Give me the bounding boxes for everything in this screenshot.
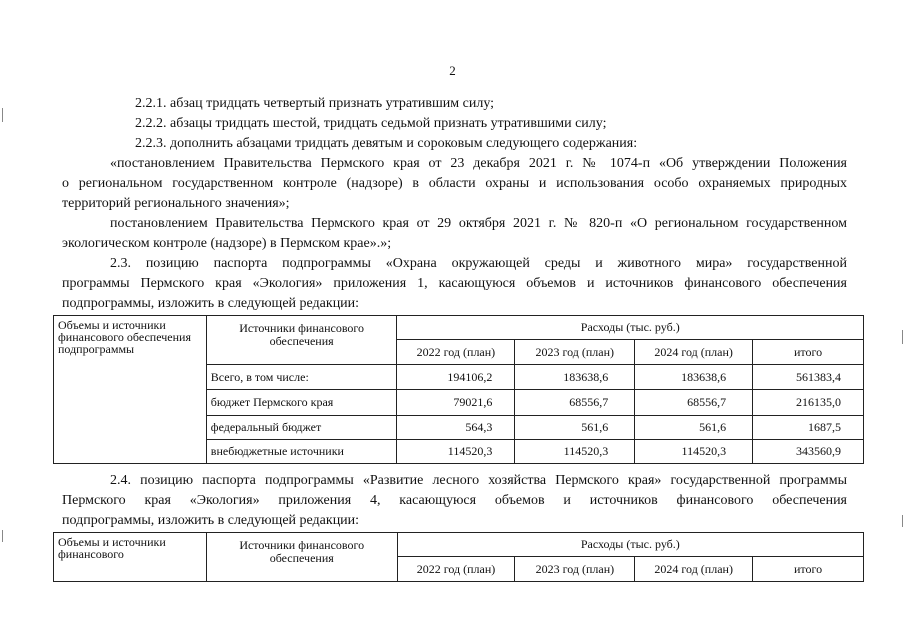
financing-table-1 (53, 315, 864, 464)
table1-year-2022: 2022 год (план) (397, 340, 515, 365)
cell-value: 183638,6 (515, 365, 635, 390)
cell-value: 68556,7 (635, 390, 753, 416)
table1-year-2024: 2024 год (план) (635, 340, 753, 365)
paragraph-2-2-3: 2.2.3. дополнить абзацами тридцать девятым и сороковым следующего содержания: (135, 136, 638, 151)
table2-expenses-header: Расходы (тыс. руб.) (397, 533, 863, 557)
scan-edge-mark (902, 515, 903, 527)
paragraph-2-3-line-2: программы Пермского края «Экология» приложения 1, касающуюся объемов и источников финансового обеспечения (62, 276, 847, 291)
table2-year-2022: 2022 год (план) (397, 557, 515, 582)
scan-edge-mark (902, 330, 903, 344)
paragraph-2-3-line-3: подпрограммы, изложить в следующей редакции: (62, 296, 360, 311)
paragraph-2-3-line-1: 2.3. позицию паспорта подпрограммы «Охрана окружающей среды и животного мира» государственной (110, 256, 847, 271)
financing-table-2 (53, 532, 864, 582)
table1-label: Объемы и источники финансового обеспечения подпрограммы (54, 316, 207, 464)
table2-year-2024: 2024 год (план) (635, 557, 753, 582)
table1-year-2023: 2023 год (план) (515, 340, 635, 365)
row-name: внебюджетные источники (206, 440, 397, 464)
cell-value: 183638,6 (635, 365, 753, 390)
quote-line-2: о региональном государственном контроле (надзоре) в области охраны и использования особо охраняемых природных (62, 176, 847, 191)
table2-total-header: итого (753, 557, 864, 582)
row-name: бюджет Пермского края (206, 390, 397, 416)
cell-value: 216135,0 (753, 390, 864, 416)
table2-year-2023: 2023 год (план) (515, 557, 635, 582)
paragraph-2-4-line-1: 2.4. позицию паспорта подпрограммы «Развитие лесного хозяйства Пермского края» государственной программы (110, 473, 847, 488)
cell-value: 561,6 (515, 416, 635, 440)
cell-value: 114520,3 (515, 440, 635, 464)
table1-sources-header: Источники финансового обеспечения (206, 316, 397, 365)
row-name: федеральный бюджет (206, 416, 397, 440)
cell-value: 79021,6 (397, 390, 515, 416)
table1-total-header: итого (753, 340, 864, 365)
paragraph-2-4-line-3: подпрограммы, изложить в следующей редакции: (62, 513, 360, 528)
cell-value: 68556,7 (515, 390, 635, 416)
cell-value: 114520,3 (635, 440, 753, 464)
quote-line-3: территорий регионального значения»; (62, 196, 290, 211)
quote-line-1: «постановлением Правительства Пермского края от 23 декабря 2021 г. № 1074-п «Об утверждении Положения (110, 156, 847, 171)
scan-edge-mark (2, 108, 3, 122)
paragraph-2-4-line-2: Пермского края «Экология» приложения 4, касающуюся объемов и источников финансового обеспечения (62, 493, 847, 508)
table2-sources-header: Источники финансового обеспечения (206, 533, 397, 582)
cell-value: 343560,9 (753, 440, 864, 464)
table1-expenses-header: Расходы (тыс. руб.) (397, 316, 864, 340)
row-name: Всего, в том числе: (206, 365, 397, 390)
paragraph-2-2-1: 2.2.1. абзац тридцать четвертый признать утратившим силу; (135, 96, 495, 111)
paragraph-2-2-2: 2.2.2. абзацы тридцать шестой, тридцать седьмой признать утратившими силу; (135, 116, 607, 131)
cell-value: 564,3 (397, 416, 515, 440)
quote2-line-1: постановлением Правительства Пермского края от 29 октября 2021 г. № 820-п «О региональном государственном (110, 216, 847, 231)
page-number: 2 (449, 63, 456, 78)
scan-edge-mark (2, 530, 3, 542)
quote2-line-2: экологическом контроле (надзоре) в Пермском крае».»; (62, 236, 392, 251)
cell-value: 561,6 (635, 416, 753, 440)
cell-value: 114520,3 (397, 440, 515, 464)
cell-value: 1687,5 (753, 416, 864, 440)
table2-label: Объемы и источники финансового (54, 533, 207, 582)
cell-value: 194106,2 (397, 365, 515, 390)
cell-value: 561383,4 (753, 365, 864, 390)
